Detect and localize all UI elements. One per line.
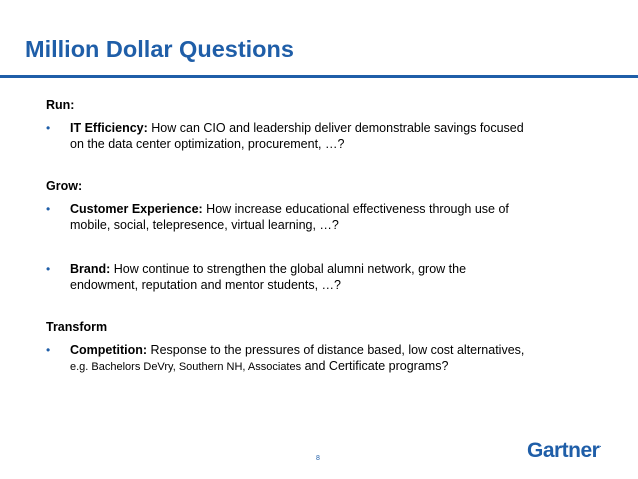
bullet-text: How continue to strengthen the global alumni network, grow the bbox=[110, 262, 467, 276]
bullet-dot: • bbox=[46, 262, 51, 276]
page-number: 8 bbox=[316, 455, 320, 462]
bullet-dot: • bbox=[46, 343, 51, 357]
bullet-dot: • bbox=[46, 121, 51, 135]
bullet-text: How increase educational effectiveness through use of bbox=[202, 202, 509, 216]
bullet-text: Response to the pressures of distance based, low cost alternatives, bbox=[147, 343, 525, 357]
bullet-text-cont: mobile, social, telepresence, virtual learning, …? bbox=[70, 217, 339, 232]
section-heading-transform: Transform bbox=[46, 320, 108, 334]
slide-title: Million Dollar Questions bbox=[25, 36, 294, 62]
gartner-logo bbox=[527, 439, 601, 463]
bullet-text-cont: and Certificate programs? bbox=[301, 358, 449, 373]
bullet-text-cont: on the data center optimization, procurement, …? bbox=[70, 136, 345, 151]
bullet-text-cont: endowment, reputation and mentor students, …? bbox=[70, 277, 341, 292]
section-heading-grow: Grow: bbox=[46, 179, 83, 193]
bullet-text: How can CIO and leadership deliver demonstrable savings focused bbox=[147, 121, 524, 135]
bullet-label: Brand: bbox=[70, 262, 111, 276]
logo-mark: . bbox=[599, 442, 601, 449]
bullet-label: Competition: bbox=[70, 343, 148, 357]
bullet-label: Customer Experience: bbox=[70, 202, 203, 216]
section-heading-run: Run: bbox=[46, 98, 75, 112]
title-divider bbox=[0, 75, 638, 78]
bullet-label: IT Efficiency: bbox=[70, 121, 148, 135]
logo-text: Gartner bbox=[527, 439, 600, 462]
bullet-text-small: e.g. Bachelors DeVry, Southern NH, Associates bbox=[70, 360, 302, 373]
bullet-dot: • bbox=[46, 202, 51, 216]
